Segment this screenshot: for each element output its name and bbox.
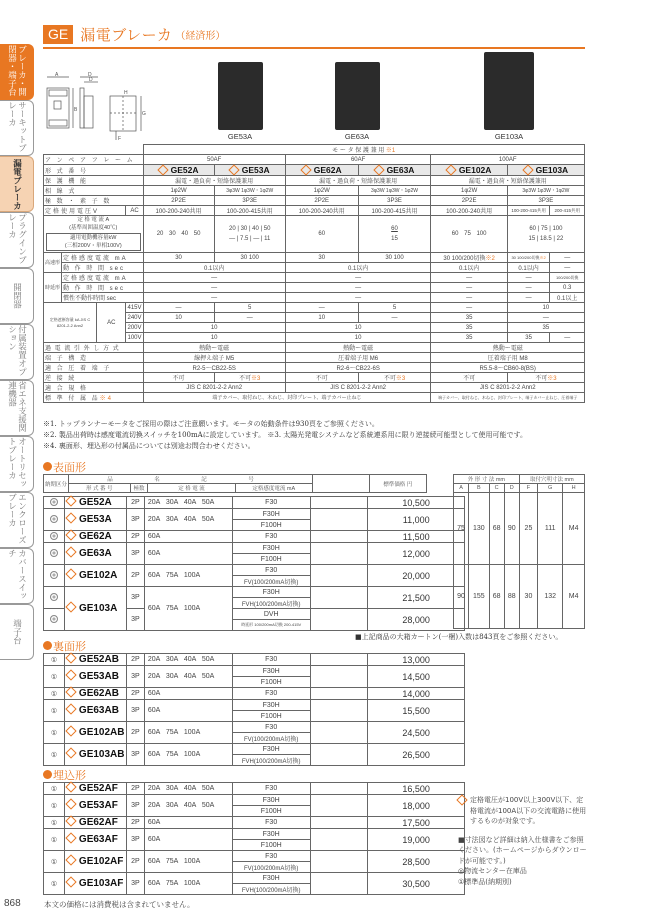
product-image-ge53a xyxy=(218,62,263,130)
model-ge103a: GE103A xyxy=(507,165,584,176)
model-ge62a: GE62A xyxy=(285,165,358,176)
table-row: ① GE103AB 3P 60A 75A 100A F30H 26,500 xyxy=(44,744,465,755)
side-tab-terminal-block[interactable]: 端子台 xyxy=(0,604,34,660)
page-title: 漏電ブレーカ xyxy=(80,25,173,44)
table-row: ① GE53AB 3P 20A 30A 40A 50A F30H 14,500 xyxy=(44,666,465,677)
side-tabs xyxy=(0,44,34,660)
model-ge63a: GE63A xyxy=(358,165,431,176)
table-row: ① GE102AF 2P 60A 75A 100A F30 28,500 xyxy=(44,851,465,862)
product-image-ge103a xyxy=(484,52,534,130)
spec-table: モ ー タ 保 護 兼 用 ※1 ア ン ペ ア フ レ ー ム 50AF 60AF 100AF 形 式 番 号 GE52A GE53A GE62A GE63A GE102A GE103A 保 護 機 能 漏電・過負荷・短絡保護兼用 漏電・過負荷・短絡保護兼用 漏電・過負荷・短絡保護兼用 相 線 式 1φ2W 3φ3W 1φ3W・1φ2W 1φ2W 3φ3W 1φ3W・1φ2W 1φ2W 3φ3W 1φ3W・1φ2W 極 数 ・ 素 子 数 2P2E 3P3E 2P2E 3P3E 2P2E 3P3E 定格使用電圧V AC 100-200-240共用 100-200-415共用 100-200-240共用 100-200-415共用 100-200-240共用 100-200-415共用 200-415共用 定 格 電 流 A (基準周囲温度40℃) 適用電動機容量kW (三相200V・単相100V) 20 30 40 50 20 | 30 | 40 | 50 — | 7.5 | — | 11 60 60 15 60 75 100 60 | 75 | 100 15 | 18.5 | 22 高速形 定格感度電流 mA 30 30 100 30 30 100 30 100/200切換※2 30 100/200切換※2 — 動 作 時 間 sec 0.1以内 0.1以内 0.1以内 0.1以内 — 時延形 定格感度電流 mA — — — — 100/200切換 動 作 時 間 sec — — — — 0.3 慣性不動作時間 sec — — — — 0.1以上 定格遮断容量 kA JIS C 8201-2-2 Ann2 AC 415V — 5 — 5 — 10 240V 10 — 10 — 35 — 200V 10 10 35 35 100V 10 10 35 35 — 過 電 流 引 外 し 方 式 熱動ー電磁 熱動ー電磁 熱動ー電磁 端 子 構 造 線押え端子 M5 圧着端子用 M6 圧着端子用 M8 適 合 圧 着 端 子 R2-5〜CB22-5S R2-6〜CB22-6S R5.5-8〜CB60-8(BS) 逆 接 続 不可 不可※3 不可 不可※3 不可 不可※3 適 合 規 格 JIS C 8201-2-2 Ann2 JIS C 8201-2-2 Ann2 JIS C 8201-2-2 Ann2 標 準 付 属 品※4 端子カバー、取付ねじ、木ねじ、封印プレート、端子カバー止ねじ 端子カバー、取付ねじ、木ねじ、封印プレート、端子カバー止ねじ、圧着端子 xyxy=(43,144,585,403)
table-row: GE52A 2P 20A 30A 40A 50A F30 10,500 xyxy=(44,497,465,509)
flush-price-table: ① GE52AF 2P 20A 30A 40A 50A F30 16,500 ① GE53AF 3P 20A 30A 40A 50A F30H 18,000 F100H ① GE62AF 2P 60A F30 17,500 ① GE63AF 3P 60A F30H 19,000 F100H ① GE102AF 2P 60A 75A 100A F30 28,500 FV(100/200mA切換) ① GE103AF 3P 60A 75A 100A F30H 30,500 FVH(100/200mA切換) xyxy=(43,782,465,895)
spec-top-header: モ ー タ 保 護 兼 用 ※1 xyxy=(143,145,584,155)
side-tab-earth-leakage-breaker[interactable]: 漏電ブレーカ xyxy=(0,156,34,212)
table-row: ① GE52AF 2P 20A 30A 40A 50A F30 16,500 xyxy=(44,783,465,795)
section-title-surface: 表面形 xyxy=(43,459,86,475)
page-header xyxy=(43,22,225,46)
table-row: ① GE53AF 3P 20A 30A 40A 50A F30H 18,000 xyxy=(44,795,465,806)
dimensions-table: 外 形 寸 法 mm 取付穴明寸法 mm A B C D F G H 75 130 68 90 25 111 M4 90 155 68 88 30 132 M4 xyxy=(453,474,585,629)
page-number: 868 xyxy=(4,898,21,909)
product-label: GE53A xyxy=(227,132,253,141)
table-row: GE102A 2P 60A 75A 100A F30 20,000 xyxy=(44,565,465,576)
surface-rows: GE52A 2P 20A 30A 40A 50A F30 10,500 GE53A 3P 20A 30A 40A 50A F30H 11,000 F100H GE62A 2P 60A F30 11,500 GE63A 3P 60A F30H 12,000 F100H GE102A 2P 60A 75A 100A F30 20,000 FV(100/200mA切換) GE103A 3P 60A 75A 100A F30H 21,500 FVH(100/200mA切換) 3P DVH 28,000 時延形 100/200mA切換 200-415V xyxy=(43,496,465,631)
legend-standard: ①標準品(納期別) xyxy=(458,877,512,886)
table-row: ① GE103AF 3P 60A 75A 100A F30H 30,500 xyxy=(44,873,465,884)
rear-price-table: ① GE52AB 2P 20A 30A 40A 50A F30 13,000 ① GE53AB 3P 20A 30A 40A 50A F30H 14,500 F100H ① GE62AB 2P 60A F30 14,000 ① GE63AB 3P 60A F30H 15,500 F100H ① GE102AB 2P 60A 75A 100A F30 24,500 FV(100/200mA切換) ① GE103AB 3P 60A 75A 100A F30H 26,500 FVH(100/200mA切換) xyxy=(43,653,465,766)
section-title-flush: 埋込形 xyxy=(43,767,86,783)
tax-note: 本文の価格には消費税は含まれていません。 xyxy=(44,900,195,909)
table-row: GE103A 3P 60A 75A 100A F30H 21,500 xyxy=(44,587,465,598)
model-ge102a: GE102A xyxy=(431,165,507,176)
surface-price-table: 納期区分 品 名 記 号 標準価格 円 形 式 番 号 極数 定 格 電 流 定格感度電流 mA xyxy=(43,474,465,493)
section-title-rear: 裏面形 xyxy=(43,638,86,654)
side-tab-energy-saving[interactable]: 省エネ支援関連機器 xyxy=(0,380,34,436)
side-tab-cover-switch[interactable]: カバースイッチ xyxy=(0,548,34,604)
model-ge52a: GE52A xyxy=(143,165,214,176)
side-tab-breakers[interactable]: ブレーカ・開閉器・端子台 xyxy=(0,44,34,100)
header-divider xyxy=(43,47,585,49)
side-tab-auto-reset[interactable]: オートリセットブレーカ xyxy=(0,436,34,492)
ps-e-mark-icon xyxy=(456,794,467,805)
dim-label-f: F xyxy=(118,136,122,142)
spec-document-note: ■寸法図など詳細は納入仕様書をご参照ください。(ホームページからダウンロードが可能です。) xyxy=(458,835,587,865)
side-tab-plugin-breaker[interactable]: プラグインブレーカ xyxy=(0,212,34,268)
ps-mark-note: 定格電圧が100V以上300V以下、定格電流が100A以下の交流電路に使用するものが対象です。 xyxy=(470,796,587,825)
table-row: 3P DVH 28,000 xyxy=(44,609,465,620)
dim-label-a: A xyxy=(55,72,59,78)
table-row: ① GE102AB 2P 60A 75A 100A F30 24,500 xyxy=(44,722,465,733)
dim-label-h: H xyxy=(124,90,128,96)
dim-label-g: G xyxy=(142,111,146,117)
product-label: GE103A xyxy=(494,132,524,141)
table-row: ① GE62AB 2P 60A F30 14,000 xyxy=(44,688,465,700)
dim-label-b: B xyxy=(74,107,78,113)
side-tab-circuit-breaker[interactable]: サーキットブレーカ xyxy=(0,100,34,156)
dim-label-d: D xyxy=(88,72,92,78)
table-row: GE63A 3P 60A F30H 12,000 xyxy=(44,543,465,554)
spec-notes: ※1. トップランナーモータをご採用の際はご注意願います。モータの始動条件は930頁をご参照ください。 ※2. 製品出荷時は感度電流切換スイッチを100mAに設定しています。 ※3. 太陽光発電システムなど系統連系用に限り逆接続可能型として使用可能です。 ※4. 裏面形、埋込形の付属品については別途お問合わせください。 xyxy=(43,420,528,450)
legend xyxy=(458,795,588,887)
side-tab-switch[interactable]: 開閉器 xyxy=(0,268,34,324)
series-badge: GE xyxy=(43,25,73,44)
side-tab-enclosed[interactable]: エンクローズブレーカ xyxy=(0,492,34,548)
dimension-diagram xyxy=(44,68,149,143)
table-row: ① GE52AB 2P 20A 30A 40A 50A F30 13,000 xyxy=(44,654,465,666)
table-row: GE62A 2P 60A F30 11,500 xyxy=(44,531,465,543)
product-image-ge63a xyxy=(335,62,380,130)
side-tab-options[interactable]: 付属装置オプション xyxy=(0,324,34,380)
table-row: ① GE63AB 3P 60A F30H 15,500 xyxy=(44,700,465,711)
table-row: ① GE62AF 2P 60A F30 17,500 xyxy=(44,817,465,829)
legend-stock: ◎物流センター在庫品 xyxy=(458,867,527,875)
page-subtitle: （経済形） xyxy=(175,30,226,42)
carton-note: ■上記商品の大箱カートン(一梱)入数は843頁をご参照ください。 xyxy=(355,633,563,641)
product-label: GE63A xyxy=(344,132,370,141)
table-row: ① GE63AF 3P 60A F30H 19,000 xyxy=(44,829,465,840)
table-row: GE53A 3P 20A 30A 40A 50A F30H 11,000 xyxy=(44,509,465,520)
model-ge53a: GE53A xyxy=(214,165,285,176)
dim-label-c: D xyxy=(89,77,93,83)
